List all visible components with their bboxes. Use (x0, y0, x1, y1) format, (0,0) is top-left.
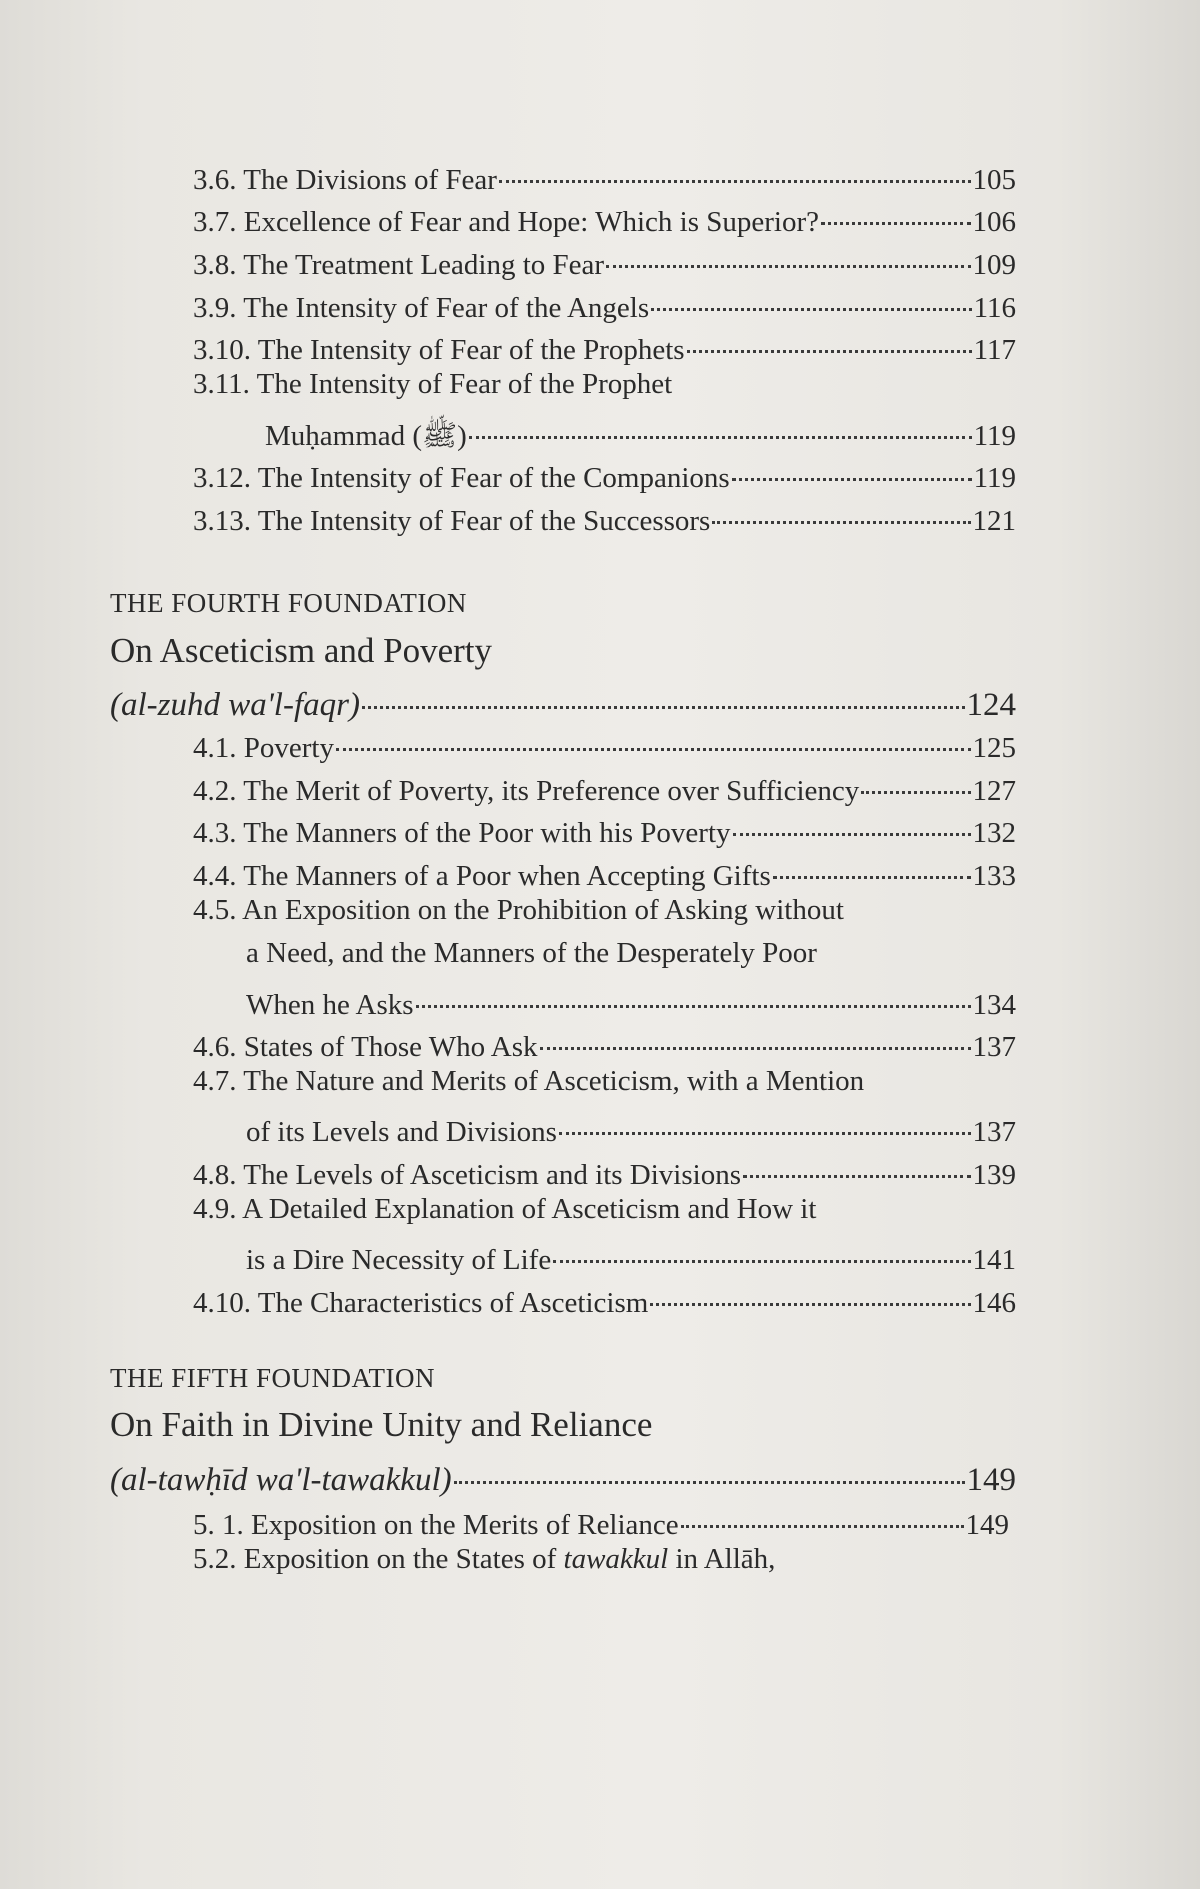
dot-leader (454, 1443, 965, 1484)
toc-entry-first-line (193, 889, 1016, 931)
toc-entry-title: 3.12. The Intensity of Fear of the Companions (193, 462, 730, 494)
section-page: 149 (966, 1462, 1016, 1498)
dot-leader (499, 144, 971, 183)
toc-entry-title-italic: tawakkul (563, 1543, 669, 1575)
toc-entry-title: 3.13. The Intensity of Fear of the Successors (193, 505, 711, 537)
toc-entry-title: 4.6. States of Those Who Ask (193, 1031, 538, 1063)
toc-entry (193, 491, 1016, 537)
toc-entry-page: 116 (973, 292, 1016, 324)
toc-entry-title: 3.7. Excellence of Fear and Hope: Which is Superior? (193, 206, 819, 238)
toc-entry-first-line (193, 363, 1016, 405)
dot-leader (732, 442, 972, 481)
section-page: 124 (966, 687, 1016, 723)
toc-entry (193, 320, 1016, 366)
toc-entry-page: 125 (972, 732, 1016, 764)
dot-leader (362, 668, 965, 709)
dot-leader (773, 840, 971, 879)
toc-entry-title: a Need, and the Manners of the Desperately Poor (246, 937, 817, 969)
toc-entry-page: 149 (965, 1509, 1009, 1541)
toc-entry-page: 134 (972, 989, 1016, 1021)
dot-leader (712, 485, 970, 524)
toc-entry-title: 4.4. The Manners of a Poor when Accepting Gifts (193, 860, 771, 892)
toc-entry (193, 1273, 1016, 1319)
toc-entry-title: 3.10. The Intensity of Fear of the Prophets (193, 334, 685, 366)
toc-entry-page: 119 (973, 420, 1016, 452)
toc-entry-page: 139 (972, 1159, 1016, 1191)
toc-entry-title: of its Levels and Divisions (246, 1116, 557, 1148)
toc-entry-page: 117 (973, 334, 1016, 366)
toc-entry-page: 119 (973, 462, 1016, 494)
dot-leader (559, 1096, 971, 1135)
toc-entry-page: 137 (972, 1031, 1016, 1063)
toc-entry (193, 448, 1016, 494)
toc-entry (193, 718, 1016, 764)
toc-entry-title-prefix: 5.2. Exposition on the States of (193, 1543, 564, 1575)
toc-entry-title: 3.8. The Treatment Leading to Fear (193, 249, 605, 281)
section-label: THE FIFTH FOUNDATION (110, 1363, 435, 1393)
dot-leader (733, 797, 971, 836)
toc-entry-page: 121 (972, 505, 1016, 537)
toc-entry-page: 133 (972, 860, 1016, 892)
toc-entry-title: 4.5. An Exposition on the Prohibition of Asking without (193, 894, 844, 926)
dot-leader (416, 969, 971, 1008)
dot-leader (606, 229, 970, 268)
section-label: THE FOURTH FOUNDATION (110, 588, 467, 618)
toc-entry-title: 4.3. The Manners of the Poor with his Poverty (193, 817, 731, 849)
toc-entry-second-line (246, 932, 1016, 974)
dot-leader (651, 272, 971, 311)
toc-entry (193, 235, 1016, 281)
toc-entry-continuation (246, 1102, 1016, 1148)
dot-leader (553, 1224, 970, 1263)
section-title: On Asceticism and Poverty (110, 631, 493, 670)
section-title: On Faith in Divine Unity and Reliance (110, 1405, 653, 1444)
toc-entry-title: 3.6. The Divisions of Fear (193, 164, 497, 196)
toc-entry (193, 1145, 1016, 1191)
dot-leader (540, 1011, 971, 1050)
toc-entry-page: 146 (972, 1287, 1016, 1319)
dot-leader (469, 400, 972, 439)
dot-leader (687, 314, 972, 353)
dot-leader (336, 712, 971, 751)
toc-entry-title: 3.11. The Intensity of Fear of the Prophet (193, 368, 673, 400)
toc-entry-page: 109 (972, 249, 1016, 281)
toc-entry-first-line (193, 1538, 1016, 1580)
toc-entry-title: 4.9. A Detailed Explanation of Asceticism and How it (193, 1193, 817, 1225)
toc-entry-page: 141 (972, 1244, 1016, 1276)
toc-entry-title-suffix: in Allāh, (668, 1543, 776, 1575)
toc-entry (193, 803, 1016, 849)
toc-entry-page: 132 (972, 817, 1016, 849)
toc-entry (193, 1017, 1016, 1063)
toc-entry-title: 4.10. The Characteristics of Asceticism (193, 1287, 649, 1319)
dot-leader (743, 1139, 971, 1178)
toc-entry-title: 4.1. Poverty (193, 732, 334, 764)
toc-entry-title: 4.2. The Merit of Poverty, its Preference over Sufficiency (193, 775, 860, 807)
toc-entry-page: 137 (972, 1116, 1016, 1148)
toc-entry-title: is a Dire Necessity of Life (246, 1244, 552, 1276)
toc-entry-title: 3.9. The Intensity of Fear of the Angels (193, 292, 650, 324)
toc-entry-page: 127 (972, 775, 1016, 807)
toc-entry-page: 105 (972, 164, 1016, 196)
toc-entry-title: 4.7. The Nature and Merits of Asceticism, with a Mention (193, 1065, 865, 1097)
section-subtitle: (al-tawḥīd wa'l-tawakkul) (110, 1462, 452, 1498)
dot-leader (681, 1489, 964, 1528)
toc-entry-title: Muḥammad (ﷺ) (265, 420, 467, 452)
toc-entry-title: 5. 1. Exposition on the Merits of Reliance (193, 1509, 679, 1541)
toc-entry-continuation (246, 1230, 1016, 1276)
toc-entry (193, 1495, 1009, 1541)
toc-entry-page: 106 (972, 206, 1016, 238)
toc-entry-title: 4.8. The Levels of Asceticism and its Divisions (193, 1159, 741, 1191)
toc-entry (193, 846, 1016, 892)
dot-leader (650, 1267, 970, 1306)
toc-entry-title: When he Asks (246, 989, 414, 1021)
dot-leader (821, 186, 971, 225)
dot-leader (861, 755, 970, 794)
section-subtitle: (al-zuhd wa'l-faqr) (110, 687, 360, 723)
toc-entry (193, 192, 1016, 238)
